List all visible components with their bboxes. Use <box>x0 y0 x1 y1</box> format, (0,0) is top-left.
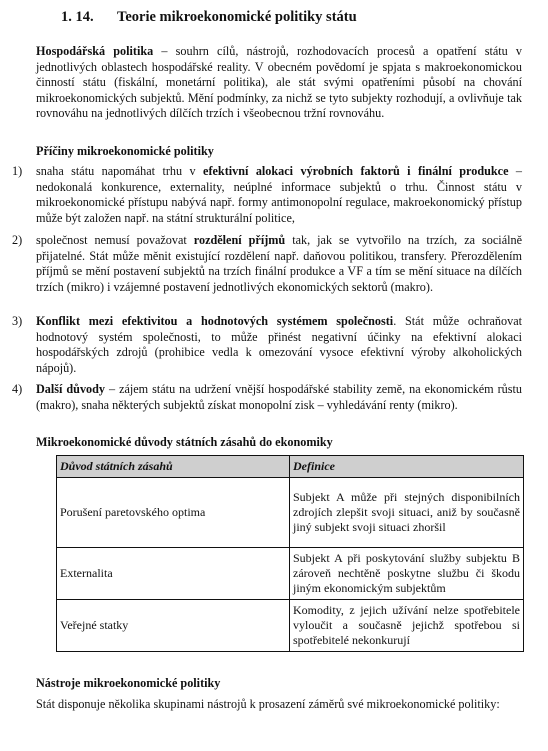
table-cell-definition: Subjekt A při poskytování služby subjektu B zároveň nechtěně poskytne službu či škodu jiným ekonomickým subjektům <box>290 548 524 600</box>
cause-text: společnost nemusí považovat rozdělení příjmů tak, jak se vytvořilo na trzích, za sociálně přijatelné. Stát může měnit existující rozdělení např. daňovou politikou, transfery. Přerozdělením příjmů se mění postavení subjektů na trzích finální produkce a VF a tím se mění situace na dílčích trzích (mikro) i vzájemné postavení jednotlivých ekonomických sektorů (makro). <box>36 233 522 294</box>
table-cell-reason: Porušení paretovského optima <box>57 478 290 548</box>
table-heading: Mikroekonomické důvody státních zásahů do ekonomiky <box>36 435 333 449</box>
intro-text: – souhrn cílů, nástrojů, rozhodovacích procesů a opatření státu v jednotlivých oblastech hospodářské reality. V obecném povědomí je spjata s makroekonomickou činností státu (fiskální, monetární politika), ale stát svými opatřeními působí na chování mikroekonomických subjektů. Mění podmínky, za nichž se tyto subjekty rozhodují, a ovlivňuje tak rovnováhu na jednotlivých dílčích trzích i všeobecnou tržní rovnováhu. <box>36 44 523 120</box>
table-row <box>57 600 524 652</box>
table-header-row <box>57 456 524 478</box>
section-heading <box>61 10 357 26</box>
cause-number: 3) <box>12 314 23 328</box>
cause-number: 2) <box>12 233 23 247</box>
cause-text: snaha státu napomáhat trhu v efektivní alokaci výrobních faktorů i finální produkce – nedokonalá konkurence, externality, neúplné informace subjektů o trhu. Činnost státu v mikroekonomické přístupu nabývá např. formy antimonopolní regulace, makroekonomický přístup může být založen např. na státní strukturální politice, <box>36 164 522 225</box>
intro-term: Hospodářská politika <box>36 44 154 58</box>
table-cell-definition: Komodity, z jejich užívání nelze spotřebitele vyloučit a současně jejichž spotřebou si spotřebitelé nekonkurují <box>290 600 524 652</box>
causes-heading: Příčiny mikroekonomické politiky <box>36 144 214 158</box>
cause-number: 1) <box>12 164 23 178</box>
section-number: 1. 14. <box>61 9 94 25</box>
table-header-reason: Důvod státních zásahů <box>57 456 290 478</box>
tools-paragraph: Stát disponuje několika skupinami nástrojů k prosazení záměrů své mikroekonomické politiky: <box>36 697 500 711</box>
table-header-definition: Definice <box>290 456 524 478</box>
table-cell-reason: Veřejné statky <box>57 600 290 652</box>
cause-text: Konflikt mezi efektivitou a hodnotových systémem společnosti. Stát může ochraňovat hodnotový systém společnosti, to může přinést negativní účinky na efektivní alokaci hospodářských zdrojů (prohibice vedla k omezování vysoce efektivní výroby alkoholických nápojů). <box>36 314 523 375</box>
section-title: Teorie mikroekonomické politiky státu <box>117 9 357 25</box>
table-cell-definition: Subjekt A může při stejných disponibilních zdrojích zlepšit svoji situaci, aniž by současně jiný subjekt svoji situaci zhoršil <box>290 478 524 548</box>
intro-paragraph <box>36 44 522 122</box>
table-row <box>57 548 524 600</box>
cause-number: 4) <box>12 382 23 396</box>
cause-text: Další důvody – zájem státu na udržení vnější hospodářské stability země, na ekonomickém růstu (makro), snaha některých subjektů získat monopolní zisk – vyhledávání renty (mikro). <box>36 382 522 412</box>
reasons-table <box>56 455 524 652</box>
table-cell-reason: Externalita <box>57 548 290 600</box>
tools-heading: Nástroje mikroekonomické politiky <box>36 676 221 690</box>
table-row <box>57 478 524 548</box>
